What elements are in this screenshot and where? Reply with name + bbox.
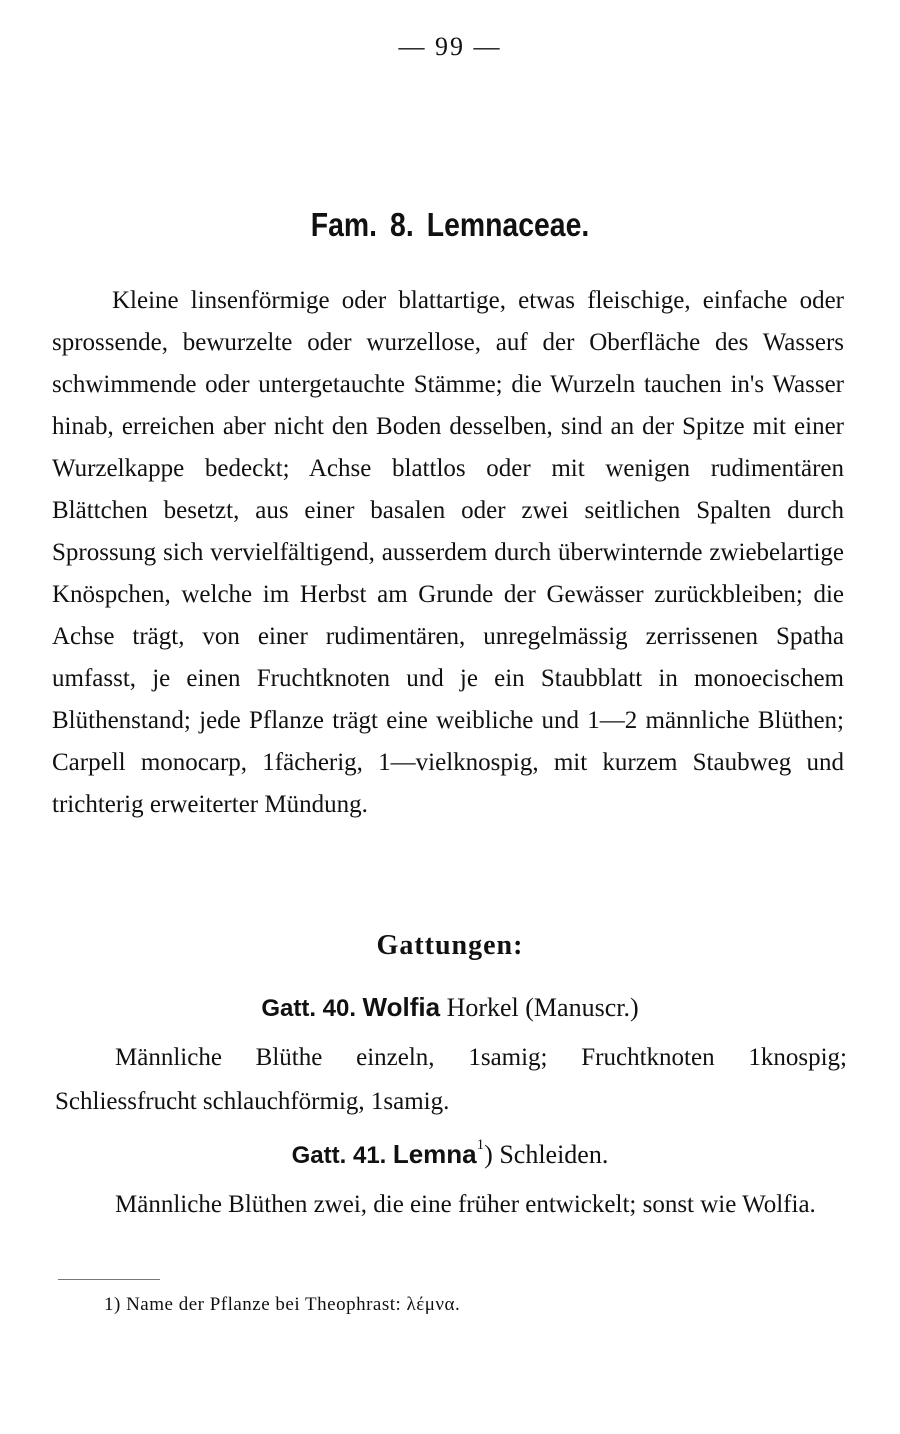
genus-authority: ) Schleiden. (484, 1140, 609, 1169)
page-number: — 99 — (398, 32, 502, 61)
genus-name: Wolfia (362, 992, 441, 1022)
genus-authority: Horkel (Manuscr.) (446, 993, 639, 1022)
genus-heading-wolfia (0, 992, 900, 1023)
genera-heading: Gattungen: (376, 930, 524, 961)
family-description: Kleine linsenförmige oder blattartige, etwas fleischige, einfache oder sprossende, bewurzelte oder wurzellose, auf der Oberfläche des Wassers schwimmende oder untergetauchte Stämme; die Wurzeln tauchen in's Wasser hinab, erreichen aber nicht den Boden desselben, sind an der Spitze mit einer Wurzelkappe bedeckt; Achse blattlos oder mit wenigen rudimentären Blättchen besetzt, aus einer basalen oder zwei seitlichen Spalten durch Sprossung sich vervielfältigend, ausserdem durch überwinternde zwiebelartige Knöspchen, welche im Herbst am Grunde der Gewässer zurückbleiben; die Achse trägt, von einer rudimentären, unregelmässig zerrissenen Spatha umfasst, je einen Fruchtknoten und je ein Staubblatt in monoecischem Blüthenstand; jede Pflanze trägt eine weibliche und 1—2 männliche Blüthen; Carpell monocarp, 1fächerig, 1—vielknospig, mit kurzem Staubweg und trichterig erweiterter Mündung. (52, 287, 844, 818)
genus-description-wolfia: Männliche Blüthe einzeln, 1samig; Fruchtknoten 1knospig; Schliessfrucht schlauchförmig, 1samig. (55, 1044, 847, 1115)
genus-description-lemna: Männliche Blüthen zwei, die eine früher entwickelt; sonst wie Wolfia. (115, 1191, 816, 1218)
family-title: Fam. 8. Lemnaceae. (310, 206, 590, 243)
footnote: 1) Name der Pflanze bei Theophrast: λέμνα. (104, 1294, 461, 1315)
genus-name: Lemna (392, 1139, 477, 1169)
genus-number: Gatt. 41. (291, 1142, 387, 1169)
genus-heading-lemna (0, 1139, 900, 1170)
genus-number: Gatt. 40. (261, 995, 357, 1022)
footnote-marker: 1 (476, 1137, 485, 1154)
footnote-divider (58, 1279, 160, 1280)
